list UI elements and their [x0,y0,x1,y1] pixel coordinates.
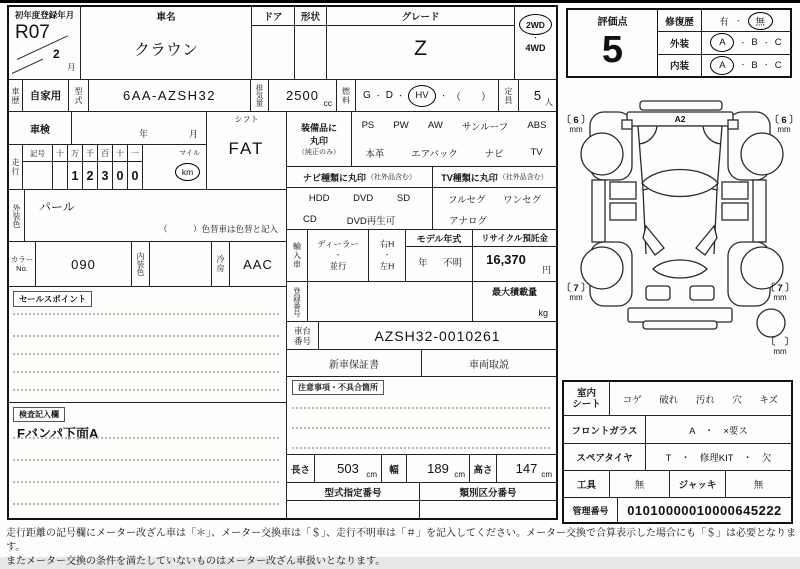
cm-unit: cm [366,470,377,479]
dot-separator: ・ [532,35,539,42]
model-label: 型式 [74,86,83,105]
recycle-deposit-value: 16,370 [486,252,526,267]
length-value-cell [315,455,382,483]
mm-unit: mm [777,124,791,134]
registration-label-cell [287,282,308,322]
fuel-label-cell [337,80,356,112]
import-label: 輸入車 [292,242,302,269]
shift-value: FAT [228,139,265,158]
dot-separator: ・ [374,92,382,100]
color-no-label-line1: カラー [10,255,34,264]
windshield-label: フロントガラス [564,416,646,443]
interior-color-label: 内装色 [136,252,145,276]
mileage-symbol-header: 記号 [23,145,53,162]
door-label: ドア [252,7,294,26]
designation-number-cell [287,483,420,518]
tire-depth-rear-left: 〔 7 〕 mm [561,283,591,302]
exterior-grade-b: B [751,37,758,49]
mm-unit: mm [773,292,787,302]
fuel-other-paren: （ ） [451,92,491,103]
capacity-value: 5 [533,88,542,103]
shaken-label: 車検 [9,112,72,145]
rear-window [653,260,707,278]
left-front-door [610,182,636,199]
seat-item: コゲ [622,394,642,406]
jack-label: ジャッキ [670,471,726,497]
displacement-cell [269,80,337,112]
tv-type-cell [433,167,556,230]
ruled-line [292,427,550,429]
mileage-unit-cell [143,145,207,190]
cabin-side-right [714,190,717,254]
rear-bumper-strip [643,321,717,329]
digit-header: 万 [68,145,83,162]
mileage-digit: 3 [98,162,113,190]
mileage-digit [53,162,68,190]
interior-grade-b: B [751,59,758,71]
evaluation-box [566,8,792,78]
mileage-digit: 2 [83,162,98,190]
model-year-cell [406,230,473,282]
repair-no-circled: 無 [748,12,773,30]
fuel-cell [356,80,499,112]
shape-cell [295,7,327,80]
management-number-label: 管理番号 [564,498,618,522]
shaken-date-cell [72,112,207,145]
footer-line-1: 走行距離の記号欄にメーター改ざん車は「＊」、メーター交換車は「＄」、走行不明車は「＃」を記入してください。メーター交換で合算表示した場合にも「＄」は必要となります。 [6,528,796,553]
warranty-cell: 新車保証書 [287,350,422,377]
car-name-cell [81,7,252,80]
height-value: 147 [515,461,538,476]
handle-right: 右H [379,239,395,249]
tire-depth-front-right: 〔 6 〕 mm [769,115,799,134]
footer-line-2: またメーター交換の条件を満たしていないものはメーター改ざん車扱いとなります。 [6,556,386,567]
cc-unit: cc [323,98,332,108]
score-label: 評価点 [597,17,628,28]
interior-grade-label: 内装 [658,55,702,76]
slash-mark [12,59,43,74]
digit-header: 一 [128,145,143,162]
trunk-panel-left [646,286,670,300]
ruled-line [13,437,279,439]
handle-left: 左H [379,261,395,271]
windshield-value: A ・ ×要ス [689,425,748,437]
sales-point-label: セールスポイント [13,291,92,307]
dot-separator: ・ [734,17,742,25]
mileage-digit: 0 [113,162,128,190]
nav-type-header: ナビ種類に丸印 [302,172,366,183]
equipment-item: エアバック [411,148,458,160]
left-rear-door [610,203,636,220]
spare-tire-value: T ・ 修理KIT ・ 欠 [665,453,772,464]
nav-item: CD [303,214,317,225]
color-change-note: （ ）色替車は色替と記入 [158,224,278,234]
capacity-label-cell [499,80,519,112]
left-rail [592,180,605,242]
trunk-panel-right [690,286,714,300]
seat-item: 穴 [732,394,742,406]
tire-depth-front-left: 〔 6 〕 mm [561,115,591,134]
yen-unit: 円 [541,265,551,275]
equipment-label-line2: 丸印 [309,136,328,146]
car-top-view-diagram [558,86,800,344]
inspector-notes-label: 検査記入欄 [13,407,65,422]
ruled-line [292,447,550,449]
dot-separator: ・ [739,62,747,70]
import-dealer: ディーラー [317,239,359,249]
displacement-value: 2500 [286,88,319,103]
equipment-label-cell [287,112,352,167]
length-value: 503 [337,461,359,476]
import-label-cell [287,230,308,282]
score-cell [568,10,658,76]
grade-label: グレード [327,7,514,26]
footer-notes [6,527,796,569]
kg-unit: kg [538,308,548,318]
equipment-item: PW [393,120,409,131]
shaken-year-label: 年 [138,129,148,139]
model-year-unit: 年 [418,258,428,269]
equipment-item: ABS [527,120,547,131]
nav-item: DVD再生可 [346,215,396,227]
tv-item: アナログ [449,215,488,227]
seat-item: 汚れ [695,394,715,406]
chassis-label-line1: 車台 [293,325,311,336]
ruled-line [13,313,279,315]
mile-label: マイル [179,150,200,157]
max-load-cell [473,282,556,322]
mileage-label: 走行 [11,158,20,176]
recycle-deposit-cell [473,230,556,282]
nav-item: DVD [353,193,374,204]
equipment-item: TV [530,147,543,158]
exterior-grade-c: C [774,37,782,49]
registration-label: 登録番号 [292,286,302,317]
tools-value: 無 [610,471,670,497]
digit-header: 百 [98,145,113,162]
interior-grade-c: C [774,59,782,71]
tv-type-header-note: （社外品含む） [498,174,548,181]
scan-edge [0,0,800,3]
mileage-label-cell [9,145,23,190]
nav-item: SD [396,193,411,204]
first-registration-cell [9,7,81,80]
repair-yes: 有 [719,16,729,28]
cm-unit: cm [541,470,552,479]
equipment-label-line3: （純正のみ） [298,149,340,156]
management-number-value: 01010000010000645222 [627,502,782,518]
first-registration-label: 初年度登録年月 [14,10,75,20]
nav-type-cell [287,167,433,230]
manual-cell: 車両取説 [422,350,556,377]
tv-item: ワンセグ [503,194,542,206]
import-dealer-cell [308,230,369,282]
score-value: 5 [601,29,624,71]
mileage-digit: 0 [128,162,143,190]
main-table [7,5,558,520]
equipment-item: AW [427,120,443,131]
condition-table [562,380,793,524]
interior-color-label-cell [132,242,150,287]
ruled-line [13,353,279,355]
equipment-item: PS [361,120,375,131]
first-registration-month: 2 [53,47,60,61]
fuel-gasoline: G [362,90,371,101]
tools-label: 工具 [564,471,610,497]
tv-type-header: TV種類に丸印 [441,172,498,183]
grade-cell [327,7,515,80]
interior-color-value [150,242,212,287]
dot-separator: ・ [334,252,342,259]
color-no-label-line2: No. [16,264,28,273]
exterior-color-cell [25,190,287,242]
import-handle-cell [369,230,406,282]
right-rail [753,180,766,242]
height-value-cell [497,455,556,483]
drive-cell [515,7,556,80]
import-parallel: 並行 [329,261,347,271]
spare-tire [757,309,785,337]
car-name-value: クラウン [133,42,198,59]
exterior-grade-label: 外装 [658,32,702,53]
length-label: 長さ [287,455,315,483]
fuel-hv-circled: HV [408,85,436,107]
model-year-label: モデル年式 [406,230,472,247]
mm-unit: mm [569,292,583,302]
exterior-color-label: 外装色 [12,203,21,228]
rear-bumper [628,308,732,322]
max-load-label: 最大積載量 [491,287,537,297]
front-bumper-end-left [622,120,632,129]
front-bumper-end-right [728,120,738,129]
ac-value: AAC [230,242,287,287]
digit-header: 十 [53,145,68,162]
grade-value: Z [414,37,427,60]
door-cell [252,7,295,80]
model-label-cell [69,80,89,112]
width-value-cell [407,455,470,483]
caution-label: 注意事項・不具合箇所 [292,380,384,395]
capacity-unit: 人 [544,97,553,107]
chassis-number-value: AZSH32-0010261 [319,322,556,350]
exterior-color-label-cell [9,190,25,242]
sales-point-cell [9,287,287,403]
ruled-line [13,459,279,461]
front-right-wheel [741,133,783,175]
ac-label: 冷房 [216,255,225,273]
mileage-symbol-value [23,162,53,190]
equipment-item: サンルーフ [461,121,509,133]
shape-label: 形状 [295,7,326,26]
classification-number-label: 類別区分番号 [420,483,556,501]
front-bumper-strip [640,101,722,110]
shaken-month-label: 月 [188,129,198,139]
mm-unit: mm [773,346,787,356]
dot-separator: ・ [383,252,391,259]
width-value: 189 [427,461,449,476]
front-left-wheel [581,133,623,175]
registration-value [308,282,473,322]
dot-separator: ・ [762,62,770,70]
model-code-value: 6AA-AZSH32 [89,80,251,112]
mm-unit: mm [569,124,583,134]
equipment-item: 本革 [365,148,385,160]
history-label: 車歴 [11,86,20,105]
shift-label: シフト [234,115,259,124]
repair-history-label: 修復歴 [658,10,702,31]
dot-separator: ・ [440,92,447,100]
history-label-cell [9,80,23,112]
drive-4wd: 4WD [525,43,546,53]
month-unit: 月 [67,62,76,72]
capacity-cell [519,80,556,112]
ruled-line [292,407,550,409]
car-name-label: 車名 [156,12,176,23]
right-rear-door [722,203,748,220]
capacity-label: 定員 [504,86,513,105]
history-value: 自家用 [23,80,69,112]
classification-number-cell [420,483,556,518]
dot-separator: ・ [762,39,770,47]
spare-tire-label: スペアタイヤ [564,444,646,470]
first-registration-year: R07 [15,22,50,43]
displacement-label-cell [251,80,269,112]
km-circled: km [175,163,200,181]
seat-item: キズ [759,394,779,406]
right-front-door [722,182,748,199]
model-year-value: 不明 [442,258,462,269]
width-label: 幅 [382,455,407,483]
fuel-diesel: D [385,90,393,101]
equipment-items-cell [352,112,556,167]
nav-item: HDD [308,193,330,204]
ruled-line [13,371,279,373]
ac-label-cell [212,242,230,287]
cabin-side-left [643,190,646,254]
jack-value: 無 [753,480,764,491]
tire-depth-spare: 〔 〕 mm [765,337,795,356]
mileage-digit: 1 [68,162,83,190]
inspector-notes-cell [9,403,287,518]
tv-item: フルセグ [447,194,486,206]
seat-item: 破れ [659,394,679,406]
inspector-notes-text: Fバンパ下面A [17,426,99,441]
ruled-line [13,335,279,337]
ruled-line [13,481,279,483]
exterior-color-value: パール [39,200,75,214]
cm-unit: cm [454,470,465,479]
digit-header: 十 [113,145,128,162]
chassis-label-line2: 番号 [293,335,311,346]
equipment-label-line1: 装備品に [300,123,337,133]
equipment-item: ナビ [484,148,504,160]
dot-separator: ・ [397,92,404,100]
exterior-grade-a-circled: A [710,33,734,52]
drive-2wd-circled: 2WD [519,14,552,35]
color-no-value: 090 [36,242,132,287]
chassis-label-cell [287,322,319,350]
damage-code-a2: A2 [674,114,686,124]
seat-label-cell: 室内 シート [564,382,610,415]
designation-number-label: 型式指定番号 [287,483,419,501]
tire-depth-rear-right: 〔 7 〕 mm [765,283,795,302]
digit-header: 千 [83,145,98,162]
interior-grade-a-circled: A [710,56,734,75]
color-no-label-cell [9,242,36,287]
ruled-line [13,503,279,505]
dot-separator: ・ [739,39,747,47]
recycle-deposit-label: リサイクル預託金 [473,230,556,247]
shift-cell [207,112,287,190]
fuel-label: 燃料 [341,86,351,105]
displacement-label: 排気量 [255,84,264,107]
ruled-line [13,389,279,391]
nav-type-header-note: （社外品含む） [367,174,416,181]
caution-cell [287,377,556,455]
height-label: 高さ [470,455,497,483]
